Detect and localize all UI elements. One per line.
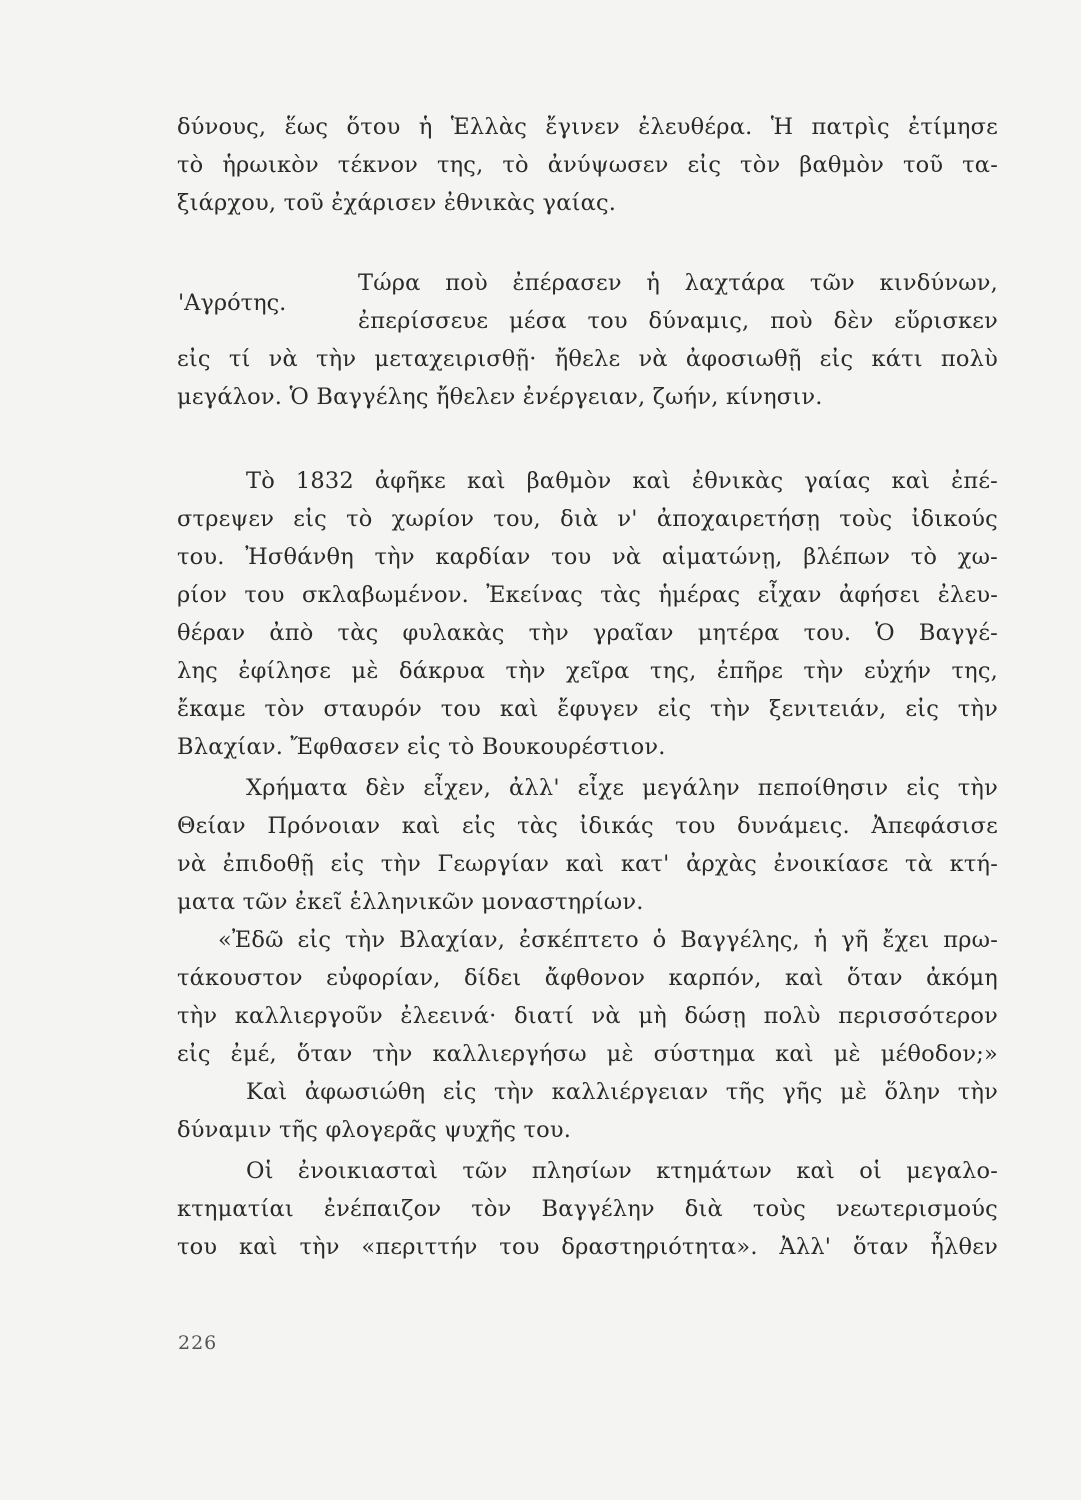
text-line: θέραν ἀπὸ τὰς φυλακὰς τὴν γραῖαν μητέρα του. Ὁ Βαγγέ- bbox=[177, 620, 998, 646]
text-line: Καὶ ἀφωσιώθη εἰς τὴν καλλιέργειαν τῆς γῆς μὲ ὅλην τὴν bbox=[246, 1079, 998, 1105]
text-line: Τώρα ποὺ ἐπέρασεν ἡ λαχτάρα τῶν κινδύνων, bbox=[358, 270, 998, 296]
text-line: ρίον του σκλαβωμένον. Ἐκείνας τὰς ἡμέρας εἶχαν ἀφήσει ἐλευ- bbox=[177, 582, 998, 608]
text-line: του. Ἠσθάνθη τὴν καρδίαν του νὰ αἱματώνῃ, βλέπων τὸ χω- bbox=[177, 544, 998, 570]
text-line: εἰς τί νὰ τὴν μεταχειρισθῇ· ἤθελε νὰ ἀφοσιωθῇ εἰς κάτι πολὺ bbox=[177, 346, 998, 372]
text-line: ξιάρχου, τοῦ ἐχάρισεν ἐθνικὰς γαίας. bbox=[177, 190, 617, 216]
text-line: Βλαχίαν. Ἔφθασεν εἰς τὸ Βουκουρέστιον. bbox=[177, 734, 666, 760]
text-line: δύνους, ἕως ὅτου ἡ Ἑλλὰς ἔγινεν ἐλευθέρα. Ἡ πατρὶς ἐτίμησε bbox=[177, 114, 998, 140]
text-line: λης ἐφίλησε μὲ δάκρυα τὴν χεῖρα της, ἐπῆρε τὴν εὐχήν της, bbox=[177, 658, 998, 684]
text-line: Θείαν Πρόνοιαν καὶ εἰς τὰς ἰδικάς του δυνάμεις. Ἀπεφάσισε bbox=[177, 813, 998, 839]
text-line: Χρήματα δὲν εἶχεν, ἀλλ' εἶχε μεγάλην πεποίθησιν εἰς τὴν bbox=[246, 775, 998, 801]
text-line: μεγάλον. Ὁ Βαγγέλης ἤθελεν ἐνέργειαν, ζωήν, κίνησιν. bbox=[177, 384, 823, 410]
text-line: δύναμιν τῆς φλογερᾶς ψυχῆς του. bbox=[177, 1117, 572, 1143]
text-line: του καὶ τὴν «περιττήν του δραστηριότητα». Ἀλλ' ὅταν ἦλθεν bbox=[177, 1234, 998, 1260]
page-number: 226 bbox=[178, 1332, 218, 1354]
text-line: τάκουστον εὐφορίαν, δίδει ἄφθονον καρπόν, καὶ ὅταν ἀκόμη bbox=[177, 965, 998, 991]
text-line: Τὸ 1832 ἀφῆκε καὶ βαθμὸν καὶ ἐθνικὰς γαίας καὶ ἐπέ- bbox=[246, 468, 998, 494]
text-line: «Ἐδῶ εἰς τὴν Βλαχίαν, ἐσκέπτετο ὁ Βαγγέλης, ἡ γῆ ἔχει πρω- bbox=[218, 927, 998, 953]
text-line: νὰ ἐπιδοθῇ εἰς τὴν Γεωργίαν καὶ κατ' ἀρχὰς ἐνοικίασε τὰ κτή- bbox=[177, 851, 998, 877]
text-line: τὸ ἡρωικὸν τέκνον της, τὸ ἀνύψωσεν εἰς τὸν βαθμὸν τοῦ τα- bbox=[177, 152, 998, 178]
text-line: τὴν καλλιεργοῦν ἐλεεινά· διατί νὰ μὴ δώσῃ πολὺ περισσότερον bbox=[177, 1003, 998, 1029]
text-line: Οἱ ἐνοικιασταὶ τῶν πλησίων κτημάτων καὶ οἱ μεγαλο- bbox=[246, 1158, 998, 1184]
text-line: ἔκαμε τὸν σταυρόν του καὶ ἔφυγεν εἰς τὴν ξενιτειάν, εἰς τὴν bbox=[177, 696, 998, 722]
text-line: ἐπερίσσευε μέσα του δύναμις, ποὺ δὲν εὕρισκεν bbox=[358, 308, 998, 334]
text-line: εἰς ἐμέ, ὅταν τὴν καλλιεργήσω μὲ σύστημα καὶ μὲ μέθοδον;» bbox=[177, 1041, 998, 1067]
text-line: κτηματίαι ἐνέπαιζον τὸν Βαγγέλην διὰ τοὺς νεωτερισμούς bbox=[177, 1196, 998, 1222]
text-line: στρεψεν εἰς τὸ χωρίον του, διὰ ν' ἀποχαιρετήσῃ τοὺς ἰδικούς bbox=[177, 506, 998, 532]
text-line: ματα τῶν ἐκεῖ ἑλληνικῶν μοναστηρίων. bbox=[177, 889, 644, 915]
margin-heading: 'Αγρότης. bbox=[178, 290, 287, 316]
